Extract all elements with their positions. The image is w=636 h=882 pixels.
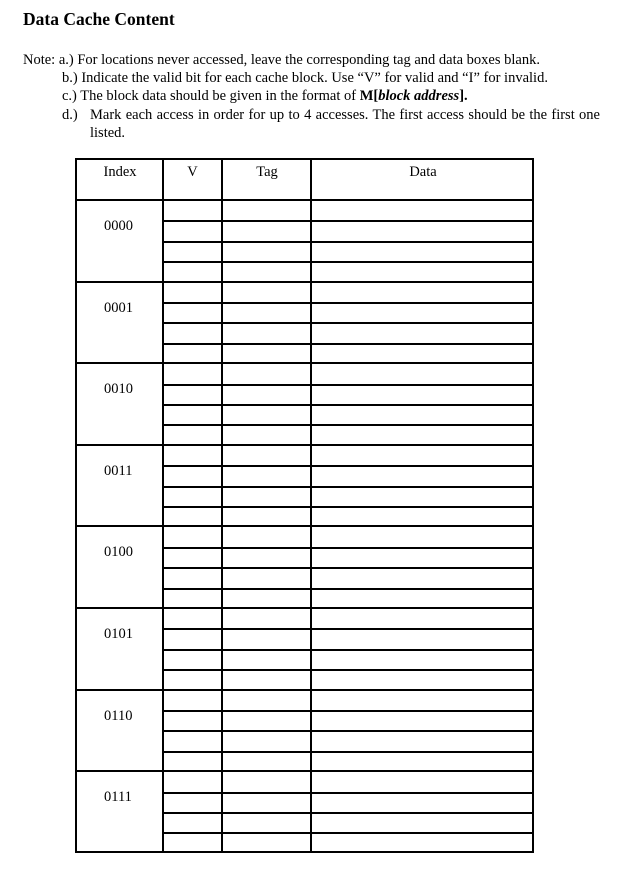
note-d-text: Mark each access in order for up to 4 accesses. The first access should be the first one listed.: [90, 107, 600, 141]
note-b: b.) Indicate the valid bit for each cache block. Use “V” for valid and “I” for invalid.: [62, 70, 548, 86]
note-d-letter: d.): [62, 107, 78, 123]
index-label: 0010: [104, 381, 133, 398]
data-cell[interactable]: [312, 201, 532, 219]
data-cell[interactable]: [312, 609, 532, 627]
valid-cell[interactable]: [164, 405, 221, 423]
header-index: Index: [103, 164, 137, 180]
data-cell[interactable]: [312, 650, 532, 668]
valid-cell[interactable]: [164, 568, 221, 586]
valid-cell[interactable]: [164, 385, 221, 403]
valid-cell[interactable]: [164, 201, 221, 219]
data-cell[interactable]: [312, 466, 532, 484]
tag-cell[interactable]: [223, 364, 310, 382]
data-cell[interactable]: [312, 589, 532, 607]
valid-cell[interactable]: [164, 466, 221, 484]
valid-cell[interactable]: [164, 691, 221, 709]
tag-cell[interactable]: [223, 303, 310, 321]
valid-cell[interactable]: [164, 487, 221, 505]
tag-cell[interactable]: [223, 242, 310, 260]
tag-cell[interactable]: [223, 589, 310, 607]
index-label: 0101: [104, 626, 133, 642]
tag-cell[interactable]: [223, 568, 310, 586]
valid-cell[interactable]: [164, 589, 221, 607]
valid-cell[interactable]: [164, 670, 221, 688]
index-label: 0011: [104, 462, 133, 479]
valid-cell[interactable]: [164, 772, 221, 790]
valid-cell[interactable]: [164, 262, 221, 280]
note-c-format-open: M[: [359, 88, 379, 104]
data-cell[interactable]: [312, 242, 532, 260]
data-cell[interactable]: [312, 772, 532, 790]
valid-cell[interactable]: [164, 527, 221, 545]
valid-cell[interactable]: [164, 364, 221, 382]
tag-cell[interactable]: [223, 446, 310, 464]
data-cell[interactable]: [312, 283, 532, 301]
valid-cell[interactable]: [164, 548, 221, 566]
tag-cell[interactable]: [223, 283, 310, 301]
tag-cell[interactable]: [223, 629, 310, 647]
data-cell[interactable]: [312, 487, 532, 505]
valid-cell[interactable]: [164, 221, 221, 239]
valid-cell[interactable]: [164, 507, 221, 525]
tag-cell[interactable]: [223, 507, 310, 525]
data-cell[interactable]: [312, 405, 532, 423]
data-cell[interactable]: [312, 691, 532, 709]
tag-cell[interactable]: [223, 609, 310, 627]
valid-cell[interactable]: [164, 833, 221, 851]
valid-cell[interactable]: [164, 629, 221, 647]
valid-cell[interactable]: [164, 711, 221, 729]
note-c-format-close: ].: [459, 88, 468, 104]
data-cell[interactable]: [312, 364, 532, 382]
tag-cell[interactable]: [223, 772, 310, 790]
tag-cell[interactable]: [223, 711, 310, 729]
valid-cell[interactable]: [164, 650, 221, 668]
data-cell[interactable]: [312, 793, 532, 811]
data-cell[interactable]: [312, 262, 532, 280]
valid-cell[interactable]: [164, 323, 221, 341]
valid-cell[interactable]: [164, 752, 221, 770]
data-cell[interactable]: [312, 548, 532, 566]
tag-cell[interactable]: [223, 221, 310, 239]
tag-cell[interactable]: [223, 833, 310, 851]
data-cell[interactable]: [312, 670, 532, 688]
index-label: 0111: [104, 789, 132, 806]
data-cell[interactable]: [312, 568, 532, 586]
data-cell[interactable]: [312, 731, 532, 749]
tag-cell[interactable]: [223, 466, 310, 484]
data-cell[interactable]: [312, 323, 532, 341]
data-cell[interactable]: [312, 527, 532, 545]
data-cell[interactable]: [312, 833, 532, 851]
tag-cell[interactable]: [223, 752, 310, 770]
valid-cell[interactable]: [164, 344, 221, 362]
header-tag: Tag: [256, 164, 278, 180]
page-title: Data Cache Content: [23, 9, 175, 29]
tag-cell[interactable]: [223, 344, 310, 362]
tag-cell[interactable]: [223, 323, 310, 341]
tag-cell[interactable]: [223, 793, 310, 811]
data-cell[interactable]: [312, 813, 532, 831]
header-data: Data: [409, 164, 437, 180]
valid-cell[interactable]: [164, 609, 221, 627]
note-a: Note: a.) For locations never accessed, leave the corresponding tag and data boxes blank.: [23, 52, 540, 68]
valid-cell[interactable]: [164, 242, 221, 260]
valid-cell[interactable]: [164, 731, 221, 749]
data-cell[interactable]: [312, 425, 532, 443]
valid-cell[interactable]: [164, 425, 221, 443]
tag-cell[interactable]: [223, 527, 310, 545]
data-cell[interactable]: [312, 507, 532, 525]
valid-cell[interactable]: [164, 303, 221, 321]
data-cell[interactable]: [312, 446, 532, 464]
valid-cell[interactable]: [164, 283, 221, 301]
tag-cell[interactable]: [223, 405, 310, 423]
tag-cell[interactable]: [223, 262, 310, 280]
index-label: 0100: [104, 544, 133, 561]
cache-table: [75, 158, 534, 853]
tag-cell[interactable]: [223, 731, 310, 749]
note-c-format-arg: block address: [378, 88, 460, 104]
data-cell[interactable]: [312, 385, 532, 403]
data-cell[interactable]: [312, 711, 532, 729]
tag-cell[interactable]: [223, 813, 310, 831]
note-c-text: c.) The block data should be given in the format of: [62, 88, 360, 104]
index-label: 0000: [104, 218, 133, 234]
data-cell[interactable]: [312, 303, 532, 321]
index-label: 0001: [104, 299, 133, 316]
valid-cell[interactable]: [164, 813, 221, 831]
index-label: 0110: [104, 707, 133, 724]
header-valid: V: [187, 164, 198, 180]
note-c: [62, 87, 468, 105]
data-cell[interactable]: [312, 752, 532, 770]
tag-cell[interactable]: [223, 425, 310, 443]
tag-cell[interactable]: [223, 385, 310, 403]
tag-cell[interactable]: [223, 691, 310, 709]
tag-cell[interactable]: [223, 548, 310, 566]
data-cell[interactable]: [312, 629, 532, 647]
data-cell[interactable]: [312, 221, 532, 239]
data-cell[interactable]: [312, 344, 532, 362]
valid-cell[interactable]: [164, 446, 221, 464]
tag-cell[interactable]: [223, 487, 310, 505]
tag-cell[interactable]: [223, 670, 310, 688]
tag-cell[interactable]: [223, 201, 310, 219]
valid-cell[interactable]: [164, 793, 221, 811]
tag-cell[interactable]: [223, 650, 310, 668]
